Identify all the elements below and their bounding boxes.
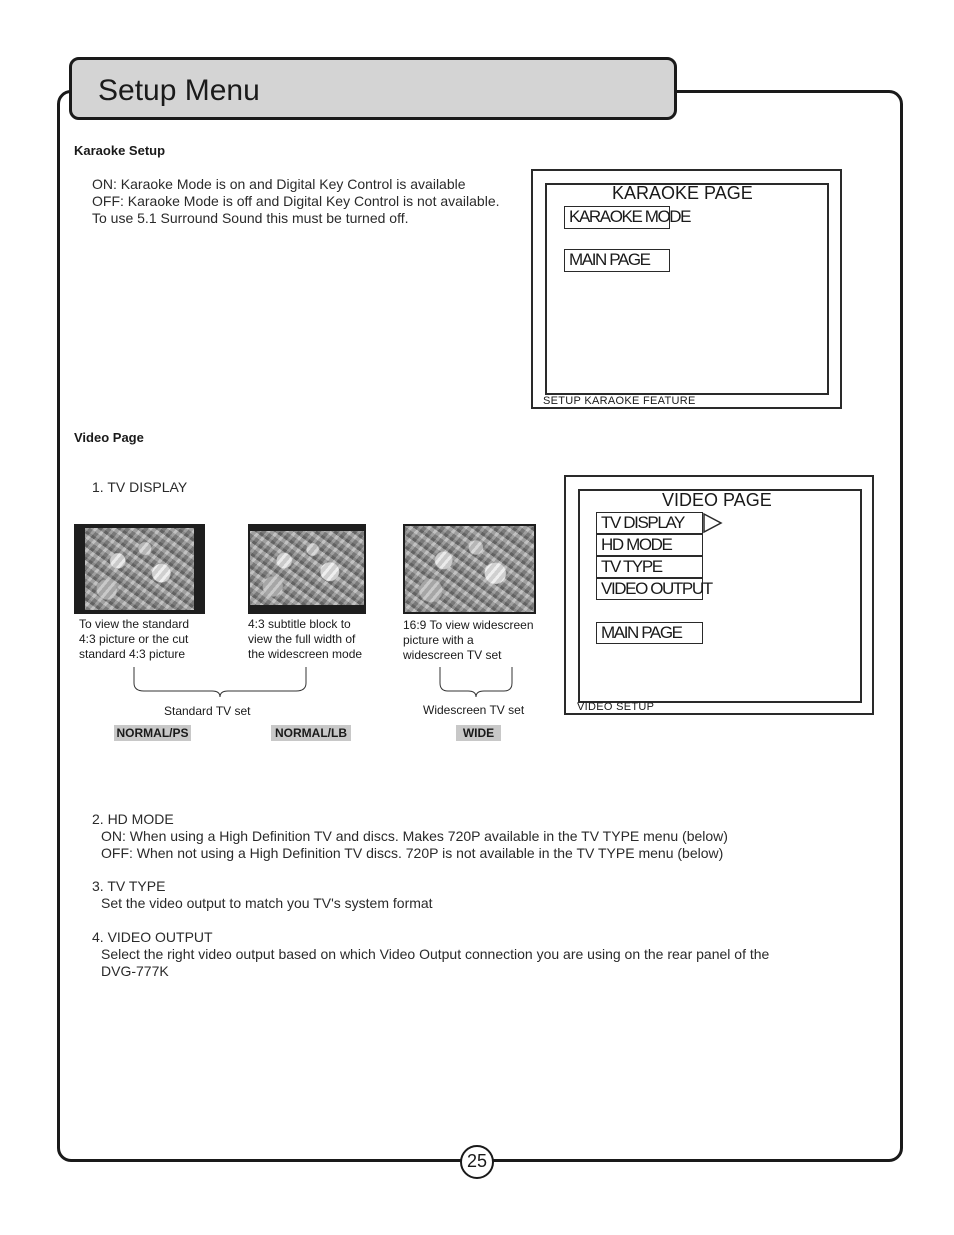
selection-arrow-icon [702, 512, 724, 534]
video-page-heading: Video Page [74, 430, 144, 445]
normal-ps-caption [79, 617, 189, 662]
page-title: Setup Menu [98, 74, 260, 107]
standard-tv-brace [130, 665, 310, 701]
tv-display-heading: 1. TV DISPLAY [92, 479, 188, 495]
caption-line: the widescreen mode [248, 647, 363, 661]
caption-line: standard 4:3 picture [79, 647, 186, 661]
karaoke-desc-on: ON: Karaoke Mode is on and Digital Key Control is available [92, 176, 466, 192]
hd-mode-off: OFF: When not using a High Definition TV discs. 720P is not available in the TV TYPE menu (below) [101, 845, 724, 861]
video-output-heading: 4. VIDEO OUTPUT [92, 929, 213, 945]
tv-type-menu-item[interactable]: TV TYPE [596, 556, 703, 578]
tv-normal-lb-image [248, 524, 366, 614]
widescreen-tv-label: Widescreen TV set [423, 703, 525, 717]
header-tab [69, 57, 677, 120]
karaoke-desc-off: OFF: Karaoke Mode is off and Digital Key Control is not available. [92, 193, 500, 209]
video-output-menu-item[interactable]: VIDEO OUTPUT [596, 578, 703, 600]
wide-caption [403, 618, 534, 663]
page-number: 25 [460, 1145, 494, 1179]
video-screen-title: VIDEO PAGE [662, 490, 772, 510]
karaoke-page-screen [531, 169, 842, 409]
tv-wide-image [403, 524, 536, 614]
karaoke-desc-note: To use 5.1 Surround Sound this must be turned off. [92, 210, 409, 226]
caption-line: 16:9 To view widescreen [403, 618, 534, 632]
caption-line: To view the standard [79, 617, 190, 631]
caption-line: picture with a [403, 633, 474, 647]
hd-mode-heading: 2. HD MODE [92, 811, 174, 827]
video-output-desc: Select the right video output based on which Video Output connection you are using on the rear panel of the [101, 946, 770, 962]
hd-mode-on: ON: When using a High Definition TV and discs. Makes 720P available in the TV TYPE menu (below) [101, 828, 728, 844]
tv-type-desc: Set the video output to match you TV's system format [101, 895, 433, 911]
caption-line: view the full width of [248, 632, 356, 646]
tv-normal-ps-image [74, 524, 205, 614]
main-page-menu-item[interactable]: MAIN PAGE [596, 622, 703, 644]
caption-line: 4:3 picture or the cut [79, 632, 189, 646]
karaoke-screen-footer: SETUP KARAOKE FEATURE [543, 395, 696, 407]
tv-display-menu-item[interactable]: TV DISPLAY [596, 512, 703, 534]
caption-line: 4:3 subtitle block to [248, 617, 351, 631]
karaoke-mode-menu-item[interactable]: KARAOKE MODE [564, 206, 670, 229]
main-page-menu-item[interactable]: MAIN PAGE [564, 249, 670, 272]
normal-lb-caption [248, 617, 362, 662]
normal-ps-badge: NORMAL/PS [114, 725, 191, 741]
video-output-desc-cont: DVG-777K [101, 963, 169, 979]
video-page-screen [564, 475, 874, 715]
standard-tv-label: Standard TV set [164, 704, 251, 718]
wide-badge: WIDE [456, 725, 501, 741]
karaoke-screen-title: KARAOKE PAGE [612, 183, 753, 203]
caption-line: widescreen TV set [403, 648, 502, 662]
normal-lb-badge: NORMAL/LB [271, 725, 351, 741]
karaoke-setup-heading: Karaoke Setup [74, 143, 166, 158]
tv-type-heading: 3. TV TYPE [92, 878, 166, 894]
video-screen-footer: VIDEO SETUP [577, 701, 655, 713]
widescreen-tv-brace [436, 665, 516, 701]
hd-mode-menu-item[interactable]: HD MODE [596, 534, 703, 556]
